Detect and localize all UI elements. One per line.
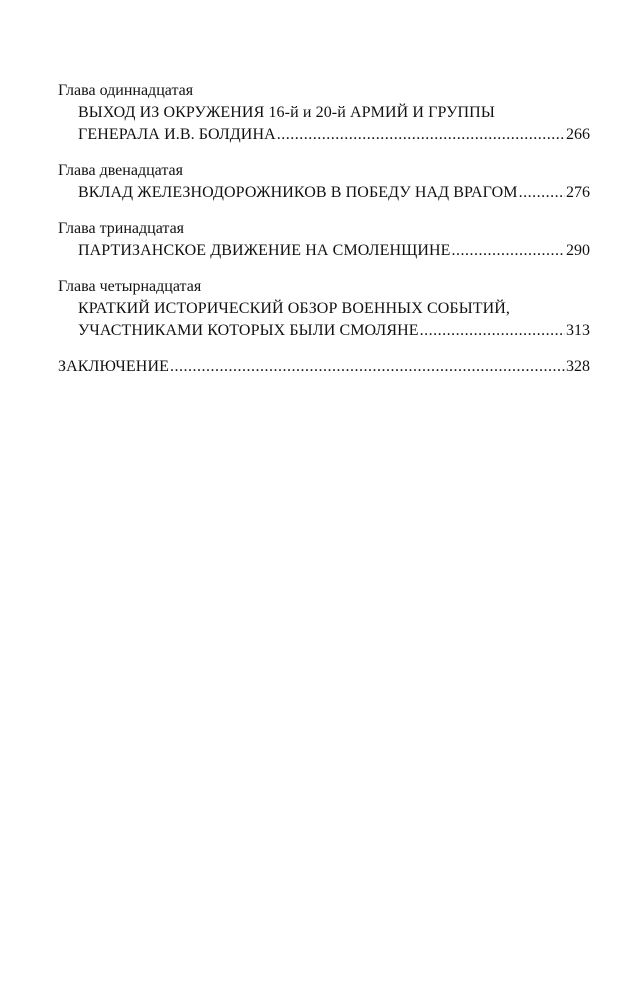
conclusion-title: ЗАКЛЮЧЕНИЕ	[58, 358, 169, 375]
dot-leader	[452, 240, 565, 262]
toc-entry-line[interactable]	[58, 320, 590, 342]
toc-chapter-14	[58, 276, 590, 342]
toc-entry-line[interactable]	[58, 240, 590, 262]
page-number: 276	[566, 184, 590, 201]
table-of-contents	[58, 80, 590, 392]
dot-leader	[519, 182, 565, 204]
chapter-title-line: ВЫХОД ИЗ ОКРУЖЕНИЯ 16-й и 20-й АРМИЙ И ГРУППЫ	[78, 104, 495, 121]
page-number: 290	[566, 242, 590, 259]
chapter-label: Глава одиннадцатая	[58, 82, 194, 99]
toc-chapter-13	[58, 218, 590, 262]
toc-entry-line[interactable]	[58, 124, 590, 146]
page-number: 266	[566, 126, 590, 143]
dot-leader	[170, 356, 565, 378]
toc-entry-line[interactable]	[58, 182, 590, 204]
toc-conclusion	[58, 356, 590, 378]
chapter-label: Глава двенадцатая	[58, 162, 183, 179]
page-number: 328	[566, 358, 590, 375]
chapter-title-line: УЧАСТНИКАМИ КОТОРЫХ БЫЛИ СМОЛЯНЕ	[78, 322, 419, 339]
chapter-label: Глава тринадцатая	[58, 220, 185, 237]
chapter-title-line: ПАРТИЗАНСКОЕ ДВИЖЕНИЕ НА СМОЛЕНЩИНЕ	[78, 242, 451, 259]
chapter-title-line: ВКЛАД ЖЕЛЕЗНОДОРОЖНИКОВ В ПОБЕДУ НАД ВРАГОМ	[78, 184, 518, 201]
page-number: 313	[566, 322, 590, 339]
dot-leader	[277, 124, 565, 146]
toc-chapter-11	[58, 80, 590, 146]
chapter-title-line: КРАТКИЙ ИСТОРИЧЕСКИЙ ОБЗОР ВОЕННЫХ СОБЫТИЙ,	[78, 300, 511, 317]
chapter-title-line: ГЕНЕРАЛА И.В. БОЛДИНА	[78, 126, 276, 143]
chapter-label: Глава четырнадцатая	[58, 278, 202, 295]
dot-leader	[420, 320, 565, 342]
toc-entry-line[interactable]	[58, 356, 590, 378]
toc-chapter-12	[58, 160, 590, 204]
